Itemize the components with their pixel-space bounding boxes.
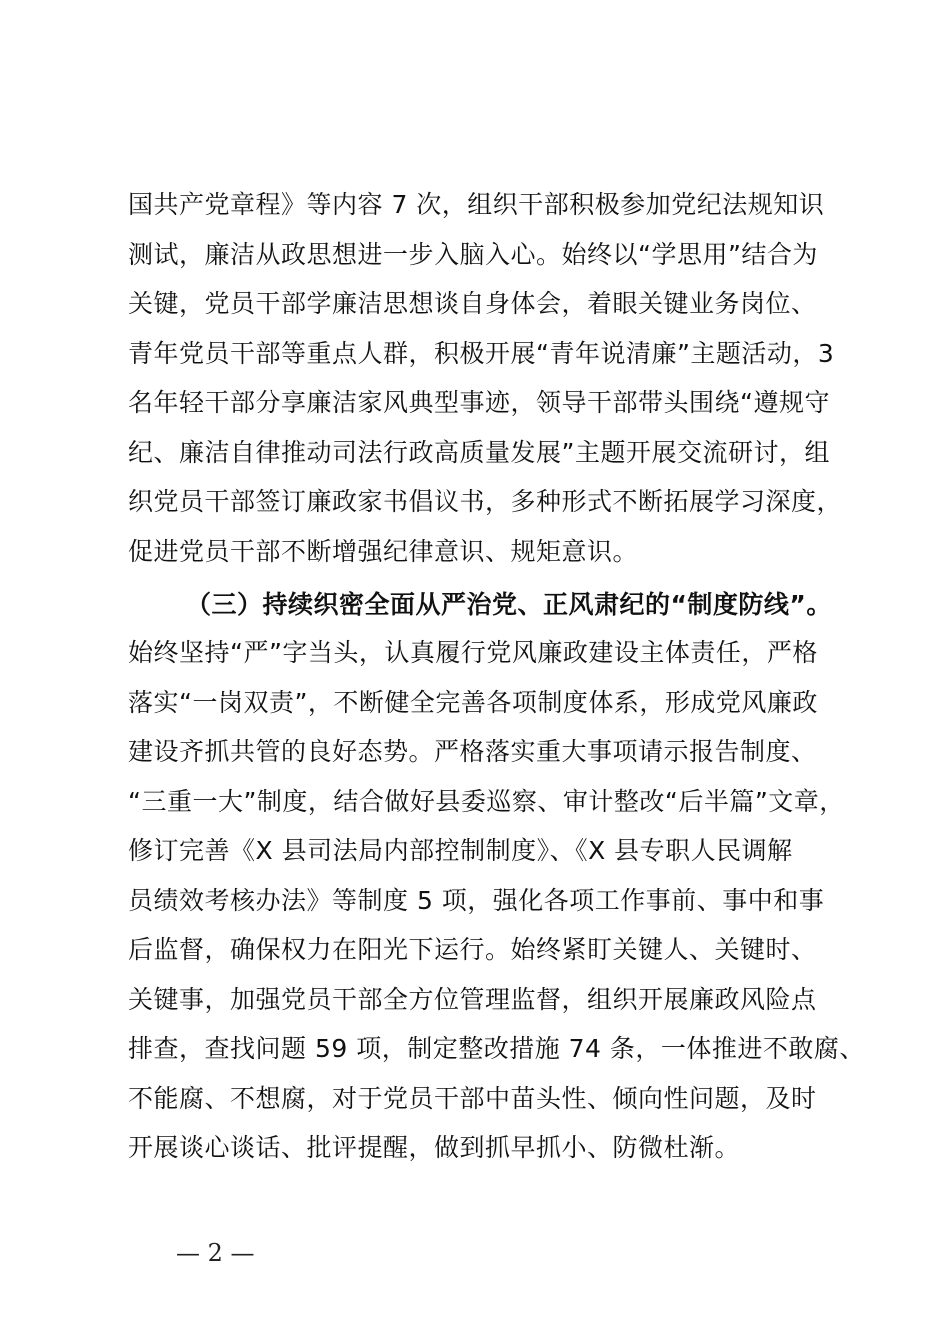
- text-line: 名年轻干部分享廉洁家风典型事迹，领导干部带头围绕“遵规守: [128, 388, 830, 417]
- text-line: 建设齐抓共管的良好态势。严格落实重大事项请示报告制度、: [128, 737, 817, 766]
- text-line: 织党员干部签订廉政家书倡议书，多种形式不断拓展学习深度，: [128, 487, 843, 516]
- text-line: 纪、廉洁自律推动司法行政高质量发展”主题开展交流研讨，组: [128, 437, 830, 467]
- text-line: 后监督，确保权力在阳光下运行。始终紧盯关键人、关键时、: [128, 935, 817, 964]
- text-line: 不能腐、不想腐，对于党员干部中苗头性、倾向性问题，及时: [128, 1083, 817, 1113]
- text-line: 排查，查找问题 59 项，制定整改措施 74 条，一体推进不敢腐、: [128, 1034, 865, 1063]
- section-heading: （三）持续织密全面从严治党、正风肃纪的“制度防线”。: [186, 590, 832, 619]
- text-line: 始终坚持“严”字当头，认真履行党风廉政建设主体责任，严格: [128, 638, 818, 667]
- text-line: 修订完善《X 县司法局内部控制制度》、《X 县专职人民调解: [128, 836, 793, 865]
- text-line: 落实“一岗双责”，不断健全完善各项制度体系，形成党风廉政: [128, 687, 818, 717]
- text-line: 测试，廉洁从政思想进一步入脑入心。始终以“学思用”结合为: [128, 239, 818, 269]
- text-line: 促进党员干部不断增强纪律意识、规矩意识。: [128, 536, 639, 566]
- page-number: — 2 —: [176, 1239, 255, 1267]
- text-line: 国共产党章程》等内容 7 次，组织干部积极参加党纪法规知识: [128, 190, 825, 219]
- text-line: 关键事，加强党员干部全方位管理监督，组织开展廉政风险点: [128, 984, 817, 1014]
- text-line: 开展谈心谈话、批评提醒，做到抓早抓小、防微杜渐。: [128, 1133, 741, 1162]
- text-line: 员绩效考核办法》等制度 5 项，强化各项工作事前、事中和事: [128, 885, 825, 915]
- text-line: 青年党员干部等重点人群，积极开展“青年说清廉”主题活动，3: [128, 338, 835, 368]
- text-line: “三重一大”制度，结合做好县委巡察、审计整改“后半篇”文章，: [128, 786, 845, 816]
- text-line: 关键，党员干部学廉洁思想谈自身体会，着眼关键业务岗位、: [128, 289, 817, 318]
